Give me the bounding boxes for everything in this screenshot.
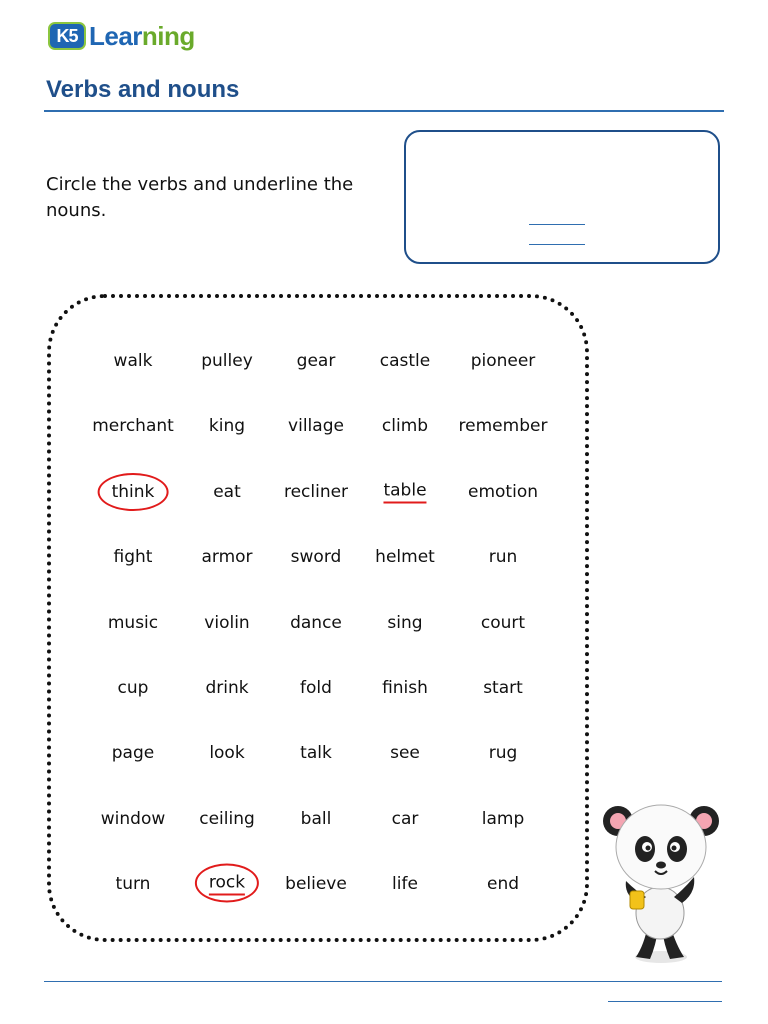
logo-wordmark: Learning [89, 20, 195, 51]
word-item[interactable]: end [486, 874, 520, 895]
footer-link[interactable] [608, 1001, 722, 1002]
word-item[interactable]: talk [300, 743, 332, 764]
word-item[interactable]: music [107, 612, 159, 633]
word-item[interactable]: village [288, 416, 344, 437]
k5-learning-logo [48, 14, 195, 58]
logo-badge: K5 [48, 22, 86, 50]
word-item[interactable]: helmet [375, 547, 435, 568]
word-item[interactable]: court [480, 612, 526, 633]
word-item[interactable]: rock [209, 873, 245, 896]
word-item[interactable]: pioneer [470, 351, 536, 371]
word-item[interactable]: turn [115, 874, 151, 895]
word-item[interactable]: fold [300, 678, 332, 698]
word-item[interactable]: finish [382, 678, 428, 698]
title-divider [44, 110, 724, 112]
word-item[interactable]: armor [201, 547, 253, 568]
word-item[interactable]: violin [204, 612, 250, 633]
instructions-text: Circle the verbs and underline the nouns. [46, 174, 354, 221]
word-item[interactable]: ball [300, 808, 332, 829]
panda-mascot-icon [596, 795, 726, 970]
word-item[interactable]: lamp [481, 808, 525, 829]
answer-line [529, 224, 585, 225]
word-item[interactable]: walk [113, 351, 153, 371]
word-item[interactable]: emotion [468, 481, 538, 502]
word-item[interactable]: run [488, 547, 518, 568]
word-item[interactable]: fight [113, 547, 153, 568]
word-item[interactable]: cup [117, 678, 149, 698]
word-item[interactable]: merchant [92, 416, 174, 437]
word-item[interactable]: drink [205, 678, 249, 698]
word-item[interactable]: window [100, 808, 166, 829]
word-item[interactable]: dance [290, 612, 342, 633]
word-item[interactable]: king [208, 416, 246, 437]
page-title: Verbs and nouns [46, 76, 240, 103]
footer-divider [44, 981, 722, 982]
answer-box [404, 130, 720, 264]
word-item[interactable]: start [483, 678, 523, 698]
word-item[interactable]: table [383, 480, 426, 503]
word-item[interactable]: castle [379, 351, 431, 371]
word-item[interactable]: eat [213, 481, 241, 502]
word-item[interactable]: look [209, 743, 245, 764]
word-item[interactable]: remember [458, 416, 548, 437]
word-item[interactable]: believe [285, 874, 347, 895]
word-item[interactable]: sword [290, 547, 342, 568]
word-item[interactable]: climb [381, 416, 429, 437]
word-item[interactable]: rug [488, 743, 518, 764]
word-item[interactable]: sing [387, 612, 423, 633]
word-item[interactable]: see [390, 743, 420, 764]
word-item[interactable]: page [111, 743, 155, 764]
word-item[interactable]: think [111, 481, 155, 502]
word-item[interactable]: pulley [201, 351, 253, 371]
answer-line [529, 244, 585, 245]
word-item[interactable]: recliner [283, 481, 349, 502]
word-item[interactable]: ceiling [199, 808, 255, 829]
word-item[interactable]: car [391, 808, 419, 829]
word-item[interactable]: gear [296, 351, 336, 371]
word-item[interactable]: life [392, 874, 418, 895]
